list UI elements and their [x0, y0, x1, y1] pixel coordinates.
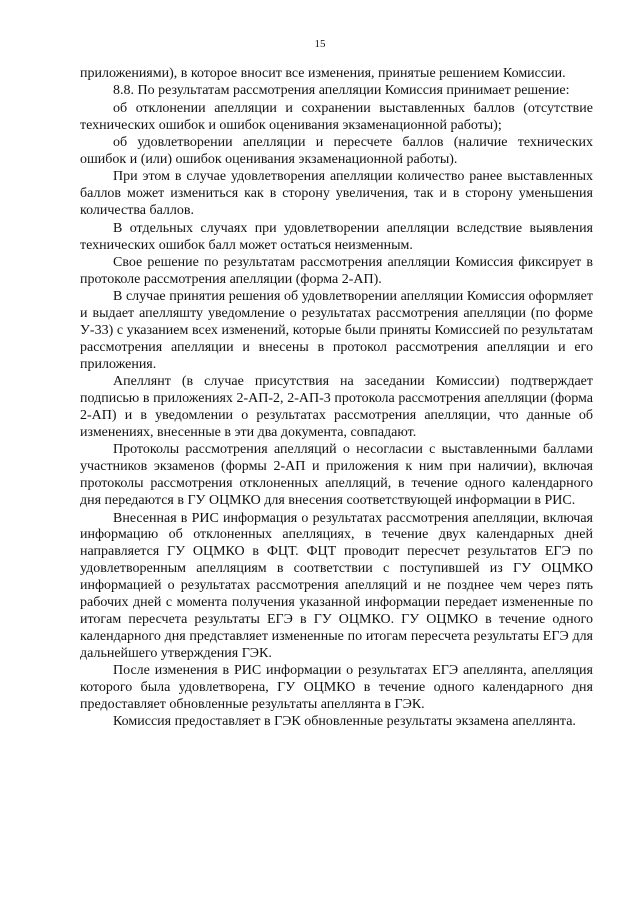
paragraph-ris-recalculation: Внесенная в РИС информация о результатах рассмотрения апелляции, включая информацию об отклоненных апелляциях, в течение двух календарных дней направляется ГУ ОЦМКО в ФЦТ. ФЦТ проводит пересчет результатов ЕГЭ по удовлетворенным апелляциям в соответствии с поступившей из ГУ ОЦМКО информацией о результатах рассмотрения апелляций и не позднее чем через пять рабочих дней с момента получения указанной информации передает измененные по итогам пересчета результаты ЕГЭ в ГУ ОЦМКО. ГУ ОЦМКО в течение одного календарного дня представляет измененные по итогам пересчета результаты ЕГЭ для дальнейшего утверждения ГЭК. [80, 510, 593, 661]
paragraph-commission-provides: Комиссия предоставляет в ГЭК обновленные результаты экзамена апеллянта. [113, 714, 576, 730]
document-body [80, 66, 593, 732]
paragraph-protocol-transfer: Протоколы рассмотрения апелляций о несогласии с выставленными баллами участников экзаменов (формы 2-АП и приложения к ним при наличии), включая протоколы рассмотрения отклоненных апелляций, в течение одного календарного дня передаются в ГУ ОЦМКО для внесения соответствующей информации в РИС. [80, 442, 593, 509]
paragraph-notification: В случае принятия решения об удовлетворении апелляции Комиссия оформляет и выдает апелляшту уведомление о результатах рассмотрения апелляции (по форме У-33) с указанием всех изменений, которые были приняты Комиссией по результатам рассмотрения апелляции и внесены в протокол рассмотрения апелляции и его приложения. [80, 289, 593, 372]
paragraph-decision-accept: об удовлетворении апелляции и пересчете баллов (наличие технических ошибок и (или) ошибок оценивания экзаменационной работы). [80, 135, 593, 168]
paragraph-appellant-signature: Апеллянт (в случае присутствия на заседании Комиссии) подтверждает подписью в приложениях 2-АП-2, 2-АП-3 протокола рассмотрения апелляции (форма 2-АП) и в уведомлении о результатах рассмотрения апелляции, что данные об изменениях, внесенные в эти два документа, совпадают. [80, 374, 593, 441]
paragraph-protocol-record: Свое решение по результатам рассмотрения апелляции Комиссия фиксирует в протоколе рассмотрения апелляции (форма 2-АП). [80, 254, 593, 287]
paragraph-score-unchanged: В отдельных случаях при удовлетворении апелляции вследствие выявления технических ошибок балл может остаться неизменным. [80, 220, 593, 253]
paragraph-continuation: приложениями), в которое вносит все изменения, принятые решением Комиссии. [80, 66, 566, 81]
page-number: 15 [314, 38, 326, 50]
paragraph-decision-reject: об отклонении апелляции и сохранении выставленных баллов (отсутствие технических ошибок и ошибок оценивания экзаменационной работы); [80, 100, 593, 133]
paragraph-section-8-8: 8.8. По результатам рассмотрения апелляции Комиссия принимает решение: [113, 83, 570, 99]
paragraph-score-change: При этом в случае удовлетворения апелляции количество ранее выставленных баллов может измениться как в сторону увеличения, так и в сторону уменьшения количества баллов. [80, 169, 593, 219]
paragraph-updated-results: После изменения в РИС информации о результатах ЕГЭ апеллянта, апелляция которого была удовлетворена, ГУ ОЦМКО в течение одного календарного дня предоставляет обновленные результаты апеллянта в ГЭК. [80, 663, 593, 713]
